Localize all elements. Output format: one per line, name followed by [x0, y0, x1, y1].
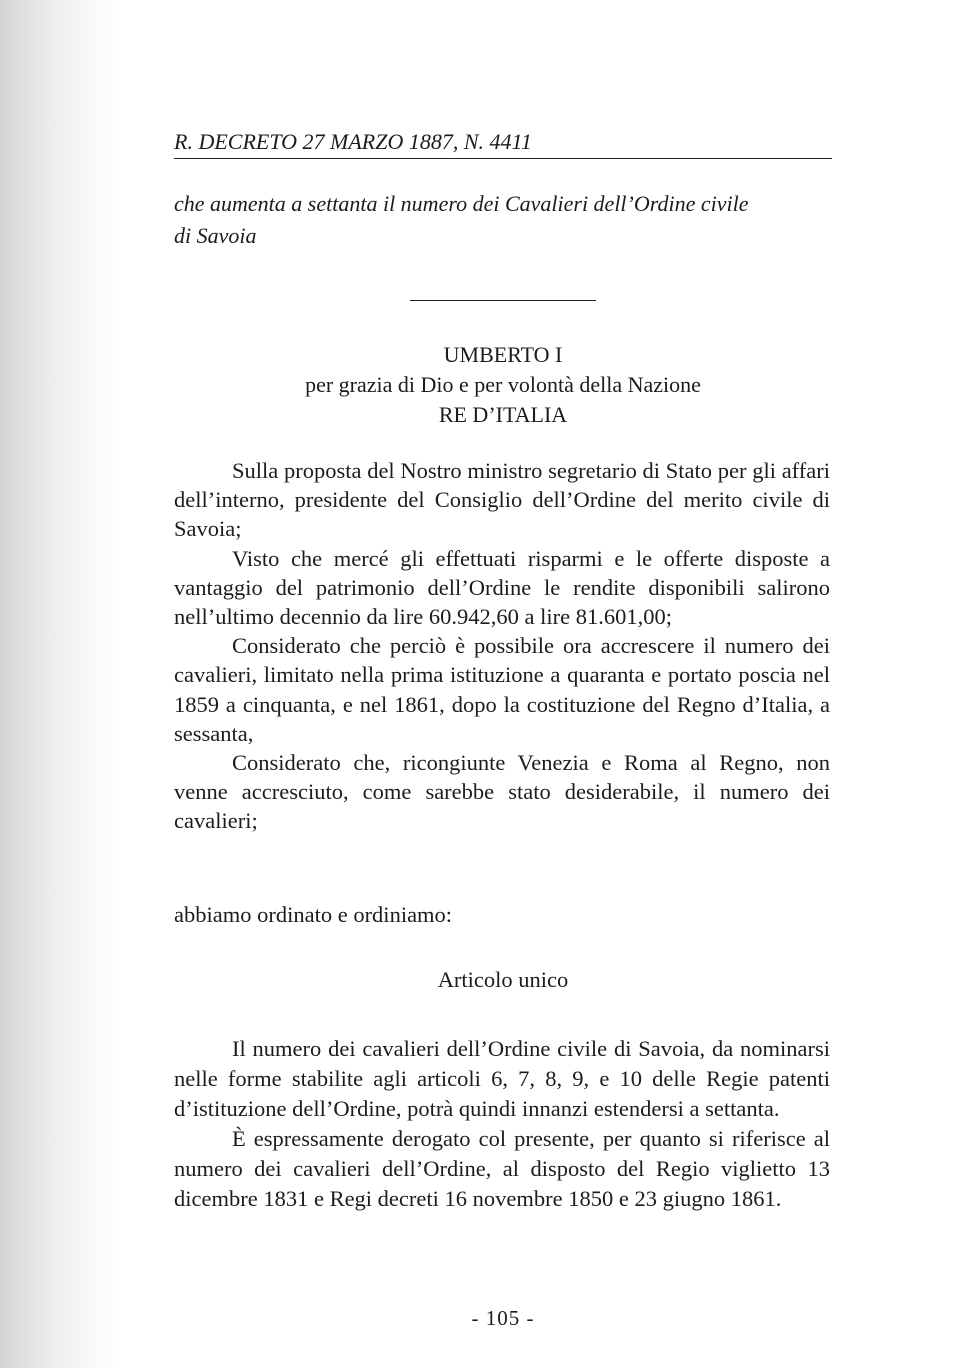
- sovereign-formula: per grazia di Dio e per volontà della Nazione: [305, 372, 701, 397]
- article-heading: Articolo unico: [437, 967, 569, 992]
- section-divider: [410, 300, 596, 301]
- preamble-paragraph: Sulla proposta del Nostro ministro segretario di Stato per gli affari dell’interno, presidente del Consiglio dell’Ordine del merito civile di Savoia;: [174, 458, 830, 542]
- preamble-paragraph: Considerato che, ricongiunte Venezia e Roma al Regno, non venne accresciuto, come sarebbe stato desiderabile, il numero dei cavalieri;: [174, 750, 830, 834]
- preamble-paragraph: Visto che mercé gli effettuati risparmi e le offerte disposte a vantaggio del patrimonio dell’Ordine le rendite disponibili salirono nell’ultimo decennio da lire 60.942,60 a lire 81.601,00;: [174, 545, 830, 630]
- binding-shadow: [0, 0, 120, 1368]
- subject-line-1: che aumenta a settanta il numero dei Cavalieri dell’Ordine civile: [174, 191, 749, 216]
- page-number: - 105 -: [471, 1306, 535, 1330]
- sovereign-block: [174, 340, 832, 430]
- decree-header: R. DECRETO 27 MARZO 1887, N. 4411: [174, 128, 832, 159]
- subject-line-2: di Savoia: [174, 223, 257, 248]
- sovereign-title: RE D’ITALIA: [438, 402, 568, 427]
- preamble: [174, 456, 830, 836]
- article-paragraph: Il numero dei cavalieri dell’Ordine civile di Savoia, da nominarsi nelle forme stabilite agli articoli 6, 7, 8, 9, e 10 delle Regie patenti d’istituzione dell’Ordine, potrà quindi innanzi estendersi a settanta.: [174, 1036, 830, 1121]
- document-page: [174, 0, 834, 1368]
- enacting-clause: abbiamo ordinato e ordiniamo:: [174, 902, 453, 927]
- preamble-paragraph: Considerato che perciò è possibile ora accrescere il numero dei cavalieri, limitato nella prima istituzione a quaranta e portato poscia nel 1859 a cinquanta, e nel 1861, dopo la costituzione del Regno d’Italia, a sessanta,: [174, 633, 830, 746]
- article-paragraph: È espressamente derogato col presente, per quanto si riferisce al numero dei cavalieri dell’Ordine, al disposto del Regio viglietto 13 dicembre 1831 e Regi decreti 16 novembre 1850 e 23 giugno 1861.: [174, 1126, 830, 1211]
- decree-subject: [174, 188, 832, 252]
- article-body: [174, 1034, 830, 1214]
- sovereign-name: UMBERTO I: [443, 342, 563, 367]
